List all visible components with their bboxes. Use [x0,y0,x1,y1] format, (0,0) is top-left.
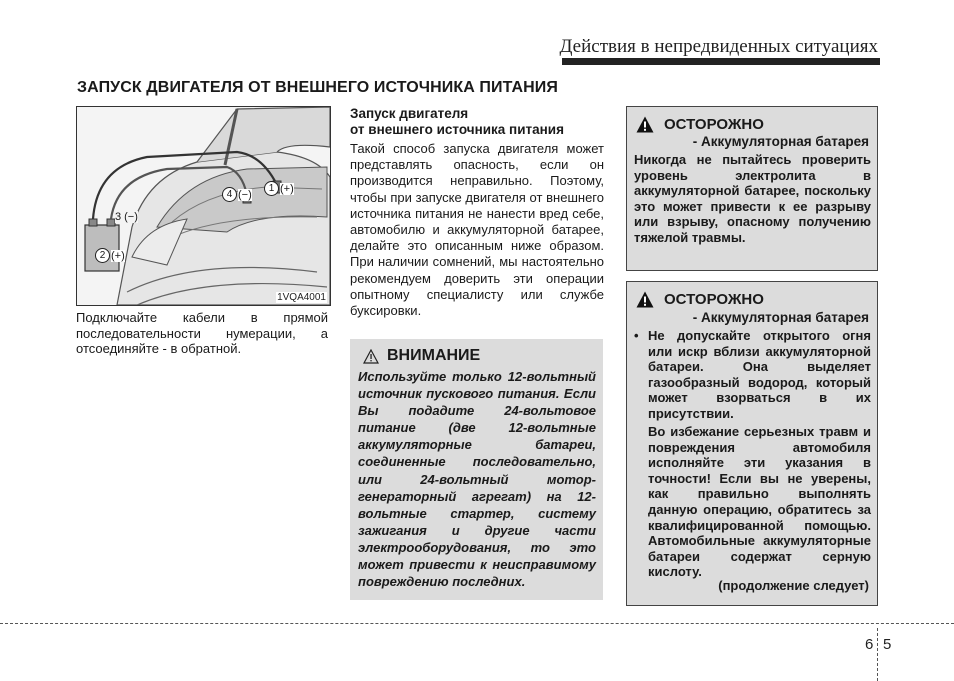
attention-text: Используйте только 12-вольтный источник пускового питания. Если Вы подадите 24-вольтовое питание (две 12-вольтные аккумуляторные батареи, соединенные последовательно, или 24-вольтный мотор-генераторный агрегат) на 12-вольтные стартер, систему зажигания и другие части электрооборудования, то это может привести к неисправимому повреждению последних. [358,369,596,590]
callout-1 [264,181,294,196]
bullet-text: Не допускайте открытого огня или искр вблизи аккумуляторной батареи. Она выделяет газообразный водород, который может взорваться в их присутствии. [648,328,871,421]
warning-subtitle: - Аккумуляторная батарея [692,134,869,149]
subheading-line-1: Запуск двигателя [350,106,469,121]
header-rule [562,58,880,65]
chapter-number: 6 [865,636,874,653]
callout-3 [115,211,138,223]
bullet-marker: • [634,328,639,343]
callout-sign: (−) [124,211,138,223]
warning-triangle-icon [636,116,654,133]
car-engine-drawing [77,107,330,305]
body-paragraph: Такой способ запуска двигателя может представлять опасность, если он производится неправильно. Поэтому, чтобы при запуске двигателя от внешнего источника питания не нанести вред себе, автомобилю и аккумуляторной батарее, делайте это описанным ниже образом. При наличии сомнений, мы настоятельно рекомендуем доверить эти операции опытному специалисту или службе буксировки. [350,141,604,319]
warning-paragraph: Во избежание серьезных травм и повреждения автомобиля исполняйте эти указания в точности! Если вы не уверены, как правильно выполнять данную операцию, обратитесь за квалифицированной помощью. Автомобильные аккумуляторные батареи содержат серную кислоту. [648,424,871,580]
figure-code: 1VQA4001 [277,292,326,303]
warning-box-1 [626,106,878,271]
warning-bullet-item [634,328,871,422]
caution-triangle-icon [363,349,379,364]
subheading-line-2: от внешнего источника питания [350,122,564,137]
callout-number: 3 [115,211,122,223]
warning-title: ОСТОРОЖНО [664,116,764,133]
subheading [350,106,610,138]
callout-sign: (+) [280,182,294,195]
continued-note: (продолжение следует) [718,578,869,593]
callout-sign: (−) [238,188,252,201]
callout-number: 1 [264,181,279,196]
warning-box-2 [626,281,878,606]
figure-caption: Подключайте кабели в прямой последовательности нумерации, а отсоединяйте - в обратной. [76,310,328,356]
jump-start-illustration [76,106,331,306]
callout-number: 2 [95,248,110,263]
warning-text: Никогда не пытайтесь проверить уровень электролита в аккумуляторной батарее, поскольку это может привести к ее разрыву или взрыву, опасному получению тяжелой травмы. [634,152,871,245]
attention-heading [363,347,480,365]
callout-number: 4 [222,187,237,202]
warning-heading [636,291,764,308]
page-number: 5 [883,636,892,653]
callout-4 [222,187,252,202]
warning-subtitle: - Аккумуляторная батарея [692,310,869,325]
warning-heading [636,116,764,133]
warning-title: ОСТОРОЖНО [664,291,764,308]
footer-divider [0,623,954,624]
callout-2 [95,248,125,263]
header-title: Действия в непредвиденных ситуациях [559,36,878,57]
callout-sign: (+) [111,249,125,262]
attention-title: ВНИМАНИЕ [387,347,481,364]
warning-triangle-icon [636,291,654,308]
page-number-separator [877,628,878,681]
attention-box [350,339,603,600]
section-title: ЗАПУСК ДВИГАТЕЛЯ ОТ ВНЕШНЕГО ИСТОЧНИКА ПИТАНИЯ [77,79,558,96]
